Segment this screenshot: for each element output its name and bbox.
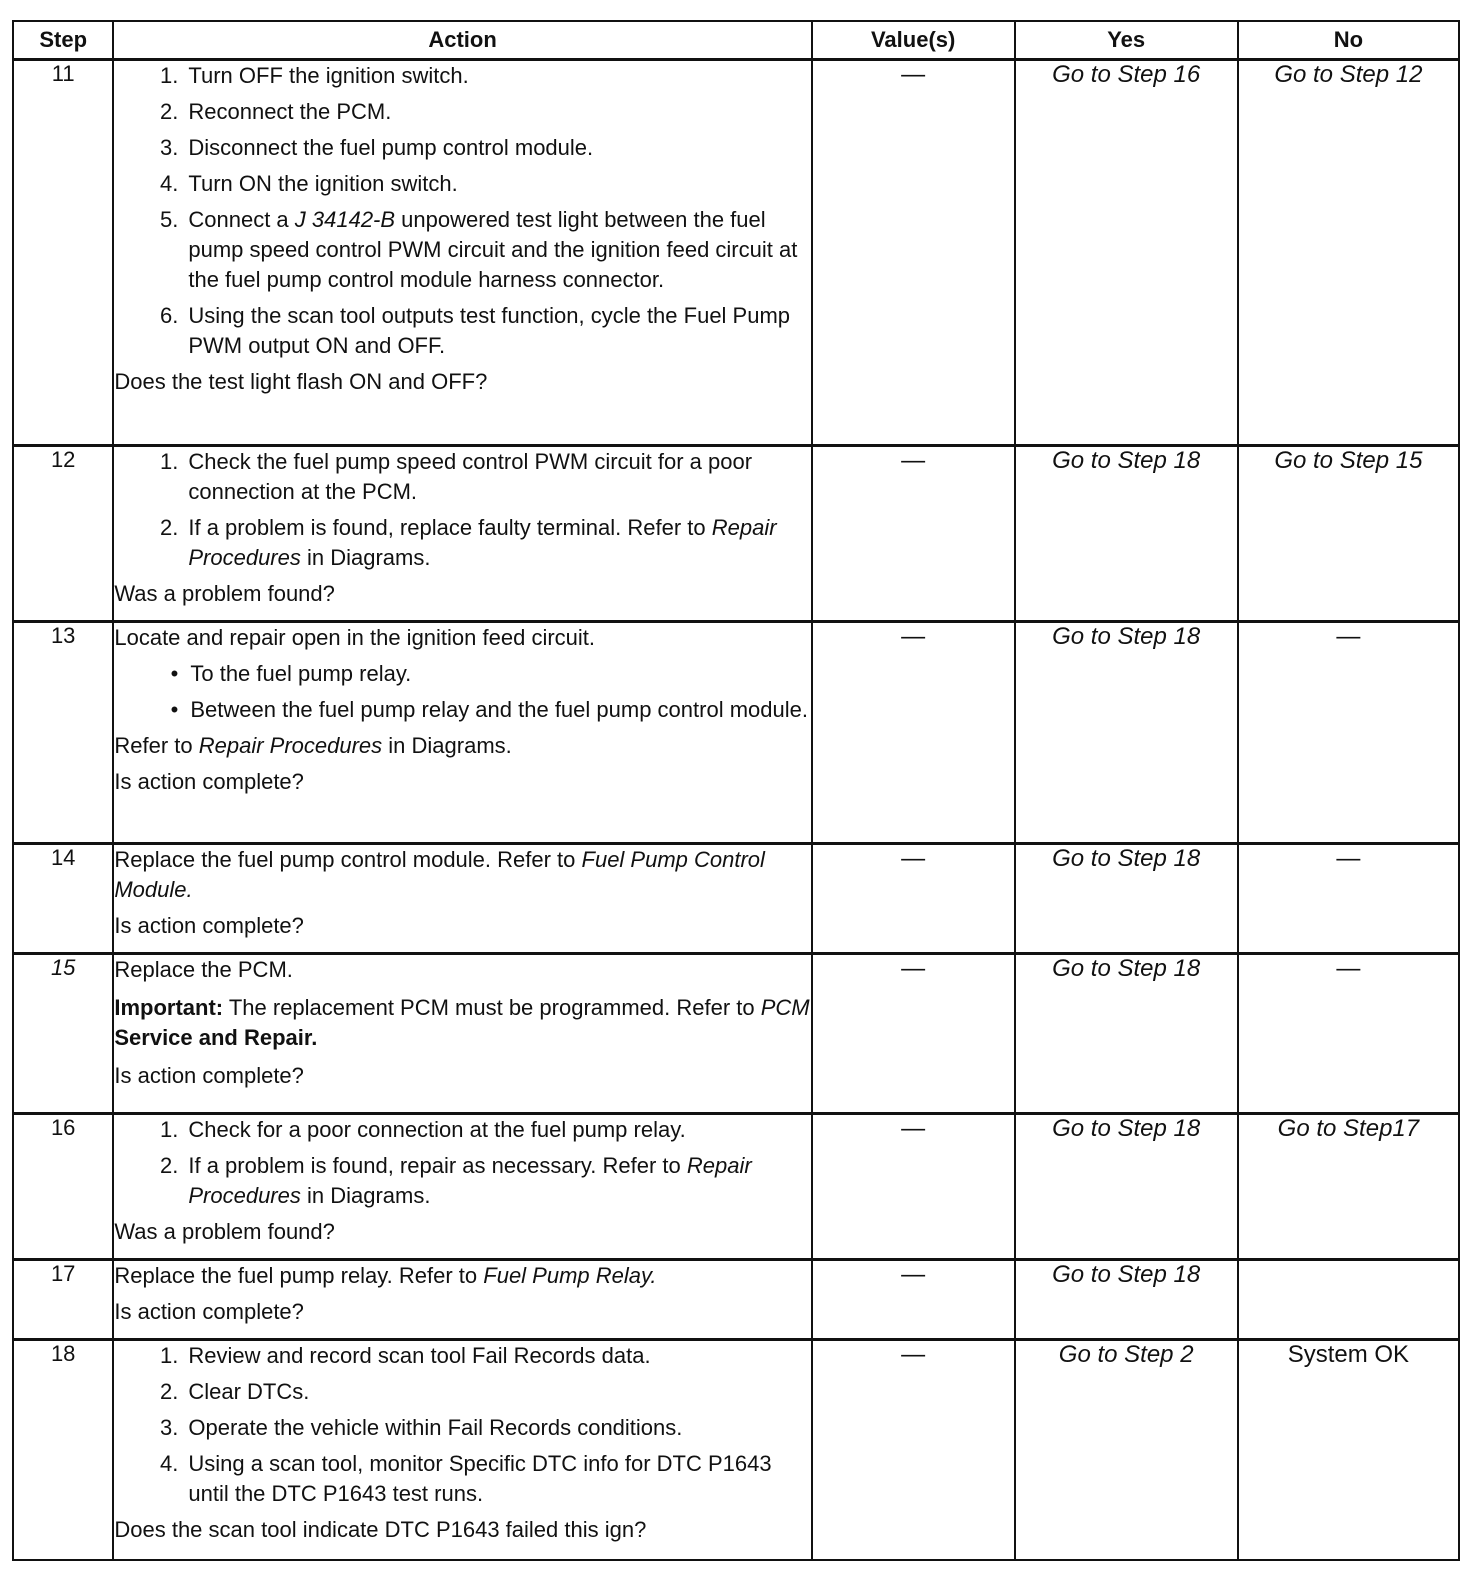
yes-link[interactable]: Go to Step 18 <box>1015 1260 1238 1340</box>
step-number: 15 <box>13 954 113 1114</box>
value-cell: — <box>812 60 1015 446</box>
value-cell: — <box>812 844 1015 954</box>
item-number: 3. <box>160 135 179 160</box>
no-value: — <box>1238 622 1459 844</box>
value-cell: — <box>812 954 1015 1114</box>
item-text: Operate the vehicle within Fail Records conditions. <box>188 1415 683 1440</box>
action-cell <box>113 1114 811 1260</box>
table-row <box>13 60 1459 446</box>
item-text: Check for a poor connection at the fuel pump relay. <box>188 1117 686 1142</box>
action-text <box>114 1261 810 1291</box>
yes-link[interactable]: Go to Step 18 <box>1015 844 1238 954</box>
item-text-part: Connect a <box>188 207 295 232</box>
no-link[interactable]: Go to Step 15 <box>1238 446 1459 622</box>
step-number: 13 <box>13 622 113 844</box>
item-text: Review and record scan tool Fail Records data. <box>188 1343 651 1368</box>
ref-text: in Diagrams. <box>382 733 512 758</box>
ref-text: Refer to <box>114 733 199 758</box>
item-text: Reconnect the PCM. <box>188 99 392 124</box>
action-text: Replace the PCM. <box>114 957 293 982</box>
step-number: 11 <box>13 60 113 446</box>
doc-reference-bold: Service and Repair. <box>114 1025 318 1050</box>
step-number: 14 <box>13 844 113 954</box>
table-row <box>13 1114 1459 1260</box>
no-link[interactable]: Go to Step17 <box>1238 1114 1459 1260</box>
list-item <box>114 133 810 163</box>
action-cell <box>113 1260 811 1340</box>
item-text <box>188 513 810 573</box>
list-item <box>114 1151 810 1211</box>
item-number: 2. <box>160 515 179 540</box>
step-number: 16 <box>13 1114 113 1260</box>
step-number: 18 <box>13 1340 113 1560</box>
item-text: Using the scan tool outputs test function, cycle the Fuel Pump PWM output ON and OFF. <box>188 303 791 358</box>
question: Is action complete? <box>114 913 304 938</box>
list-item <box>114 1115 810 1145</box>
list-item <box>114 1449 810 1509</box>
list-item <box>114 61 810 91</box>
doc-reference: Fuel Pump Control Module. <box>114 847 765 902</box>
reference-line <box>114 731 810 761</box>
action-cell <box>113 1340 811 1560</box>
doc-reference: Fuel Pump Relay. <box>483 1263 657 1288</box>
step-number: 12 <box>13 446 113 622</box>
header-step: Step <box>13 21 113 60</box>
item-number: 2. <box>160 99 179 124</box>
bullet-marker: • <box>170 661 179 686</box>
item-text: Using a scan tool, monitor Specific DTC info for DTC P1643 until the DTC P1643 test runs. <box>188 1451 772 1506</box>
yes-link[interactable]: Go to Step 18 <box>1015 622 1238 844</box>
doc-reference: Repair Procedures <box>188 515 777 570</box>
tool-reference: J 34142-B <box>294 207 396 232</box>
table-row <box>13 446 1459 622</box>
question: Does the scan tool indicate DTC P1643 failed this ign? <box>114 1517 647 1542</box>
diagnostic-table <box>12 20 1460 1561</box>
value-cell: — <box>812 1260 1015 1340</box>
action-intro: Locate and repair open in the ignition feed circuit. <box>114 625 596 650</box>
header-values: Value(s) <box>812 21 1015 60</box>
action-text-part: Replace the fuel pump control module. Refer to <box>114 847 582 872</box>
table-row <box>13 844 1459 954</box>
item-number: 4. <box>160 1451 179 1476</box>
item-text: Between the fuel pump relay and the fuel pump control module. <box>190 697 808 722</box>
important-text: The replacement PCM must be programmed. Refer to <box>223 995 761 1020</box>
no-result: System OK <box>1238 1340 1459 1560</box>
action-cell <box>113 954 811 1114</box>
question: Was a problem found? <box>114 581 335 606</box>
action-cell <box>113 844 811 954</box>
header-row <box>13 21 1459 60</box>
value-cell: — <box>812 622 1015 844</box>
doc-reference: PCM <box>760 995 810 1020</box>
question: Does the test light flash ON and OFF? <box>114 369 488 394</box>
value-cell: — <box>812 1340 1015 1560</box>
list-item <box>114 301 810 361</box>
item-number: 1. <box>160 449 179 474</box>
list-item <box>114 1413 810 1443</box>
list-item <box>114 205 810 295</box>
list-item <box>114 1377 810 1407</box>
list-item <box>114 169 810 199</box>
item-number: 1. <box>160 1117 179 1142</box>
action-text-part: Replace the fuel pump relay. Refer to <box>114 1263 484 1288</box>
no-link[interactable]: Go to Step 12 <box>1238 60 1459 446</box>
item-text-part: If a problem is found, replace faulty terminal. Refer to <box>188 515 712 540</box>
item-number: 1. <box>160 63 179 88</box>
table-row <box>13 622 1459 844</box>
yes-link[interactable]: Go to Step 2 <box>1015 1340 1238 1560</box>
question: Is action complete? <box>114 769 304 794</box>
no-cell <box>1238 1260 1459 1340</box>
value-cell: — <box>812 446 1015 622</box>
action-cell <box>113 622 811 844</box>
item-text: Turn ON the ignition switch. <box>188 171 458 196</box>
header-yes: Yes <box>1015 21 1238 60</box>
no-value: — <box>1238 954 1459 1114</box>
header-action: Action <box>113 21 811 60</box>
item-text-part: unpowered test light between the fuel pump speed control PWM circuit and the ignition feed circuit at the fuel pump control module harness connector. <box>188 207 798 292</box>
item-number: 2. <box>160 1153 179 1178</box>
bullet-marker: • <box>170 697 179 722</box>
item-text-part: in Diagrams. <box>300 545 431 570</box>
table-row <box>13 1260 1459 1340</box>
header-no: No <box>1238 21 1459 60</box>
table-row <box>13 1340 1459 1560</box>
list-item <box>114 659 810 689</box>
item-text: Turn OFF the ignition switch. <box>188 63 469 88</box>
item-number: 3. <box>160 1415 179 1440</box>
question: Is action complete? <box>114 1063 304 1088</box>
item-number: 4. <box>160 171 179 196</box>
item-number: 2. <box>160 1379 179 1404</box>
no-value: — <box>1238 844 1459 954</box>
doc-reference: Repair Procedures <box>198 733 383 758</box>
list-item <box>114 97 810 127</box>
item-text-part: in Diagrams. <box>300 1183 431 1208</box>
yes-link[interactable]: Go to Step 18 <box>1015 954 1238 1114</box>
list-item <box>114 447 810 507</box>
yes-link[interactable]: Go to Step 16 <box>1015 60 1238 446</box>
step-number: 17 <box>13 1260 113 1340</box>
list-item <box>114 695 810 725</box>
important-note <box>114 993 810 1053</box>
action-text <box>114 845 810 905</box>
action-cell <box>113 60 811 446</box>
item-text-part: If a problem is found, repair as necessary. Refer to <box>188 1153 687 1178</box>
doc-reference: Repair Procedures <box>188 1153 752 1208</box>
yes-link[interactable]: Go to Step 18 <box>1015 1114 1238 1260</box>
list-item <box>114 513 810 573</box>
item-text: To the fuel pump relay. <box>190 661 412 686</box>
value-cell: — <box>812 1114 1015 1260</box>
yes-link[interactable]: Go to Step 18 <box>1015 446 1238 622</box>
item-text: Check the fuel pump speed control PWM circuit for a poor connection at the PCM. <box>188 449 753 504</box>
item-number: 1. <box>160 1343 179 1368</box>
item-text: Disconnect the fuel pump control module. <box>188 135 594 160</box>
item-number: 5. <box>160 207 179 232</box>
question: Is action complete? <box>114 1299 304 1324</box>
important-label: Important: <box>114 995 224 1020</box>
item-text: Clear DTCs. <box>188 1379 310 1404</box>
list-item <box>114 1341 810 1371</box>
item-text <box>188 205 810 295</box>
question: Was a problem found? <box>114 1219 335 1244</box>
item-number: 6. <box>160 303 179 328</box>
item-text <box>188 1151 810 1211</box>
table-row <box>13 954 1459 1114</box>
action-cell <box>113 446 811 622</box>
